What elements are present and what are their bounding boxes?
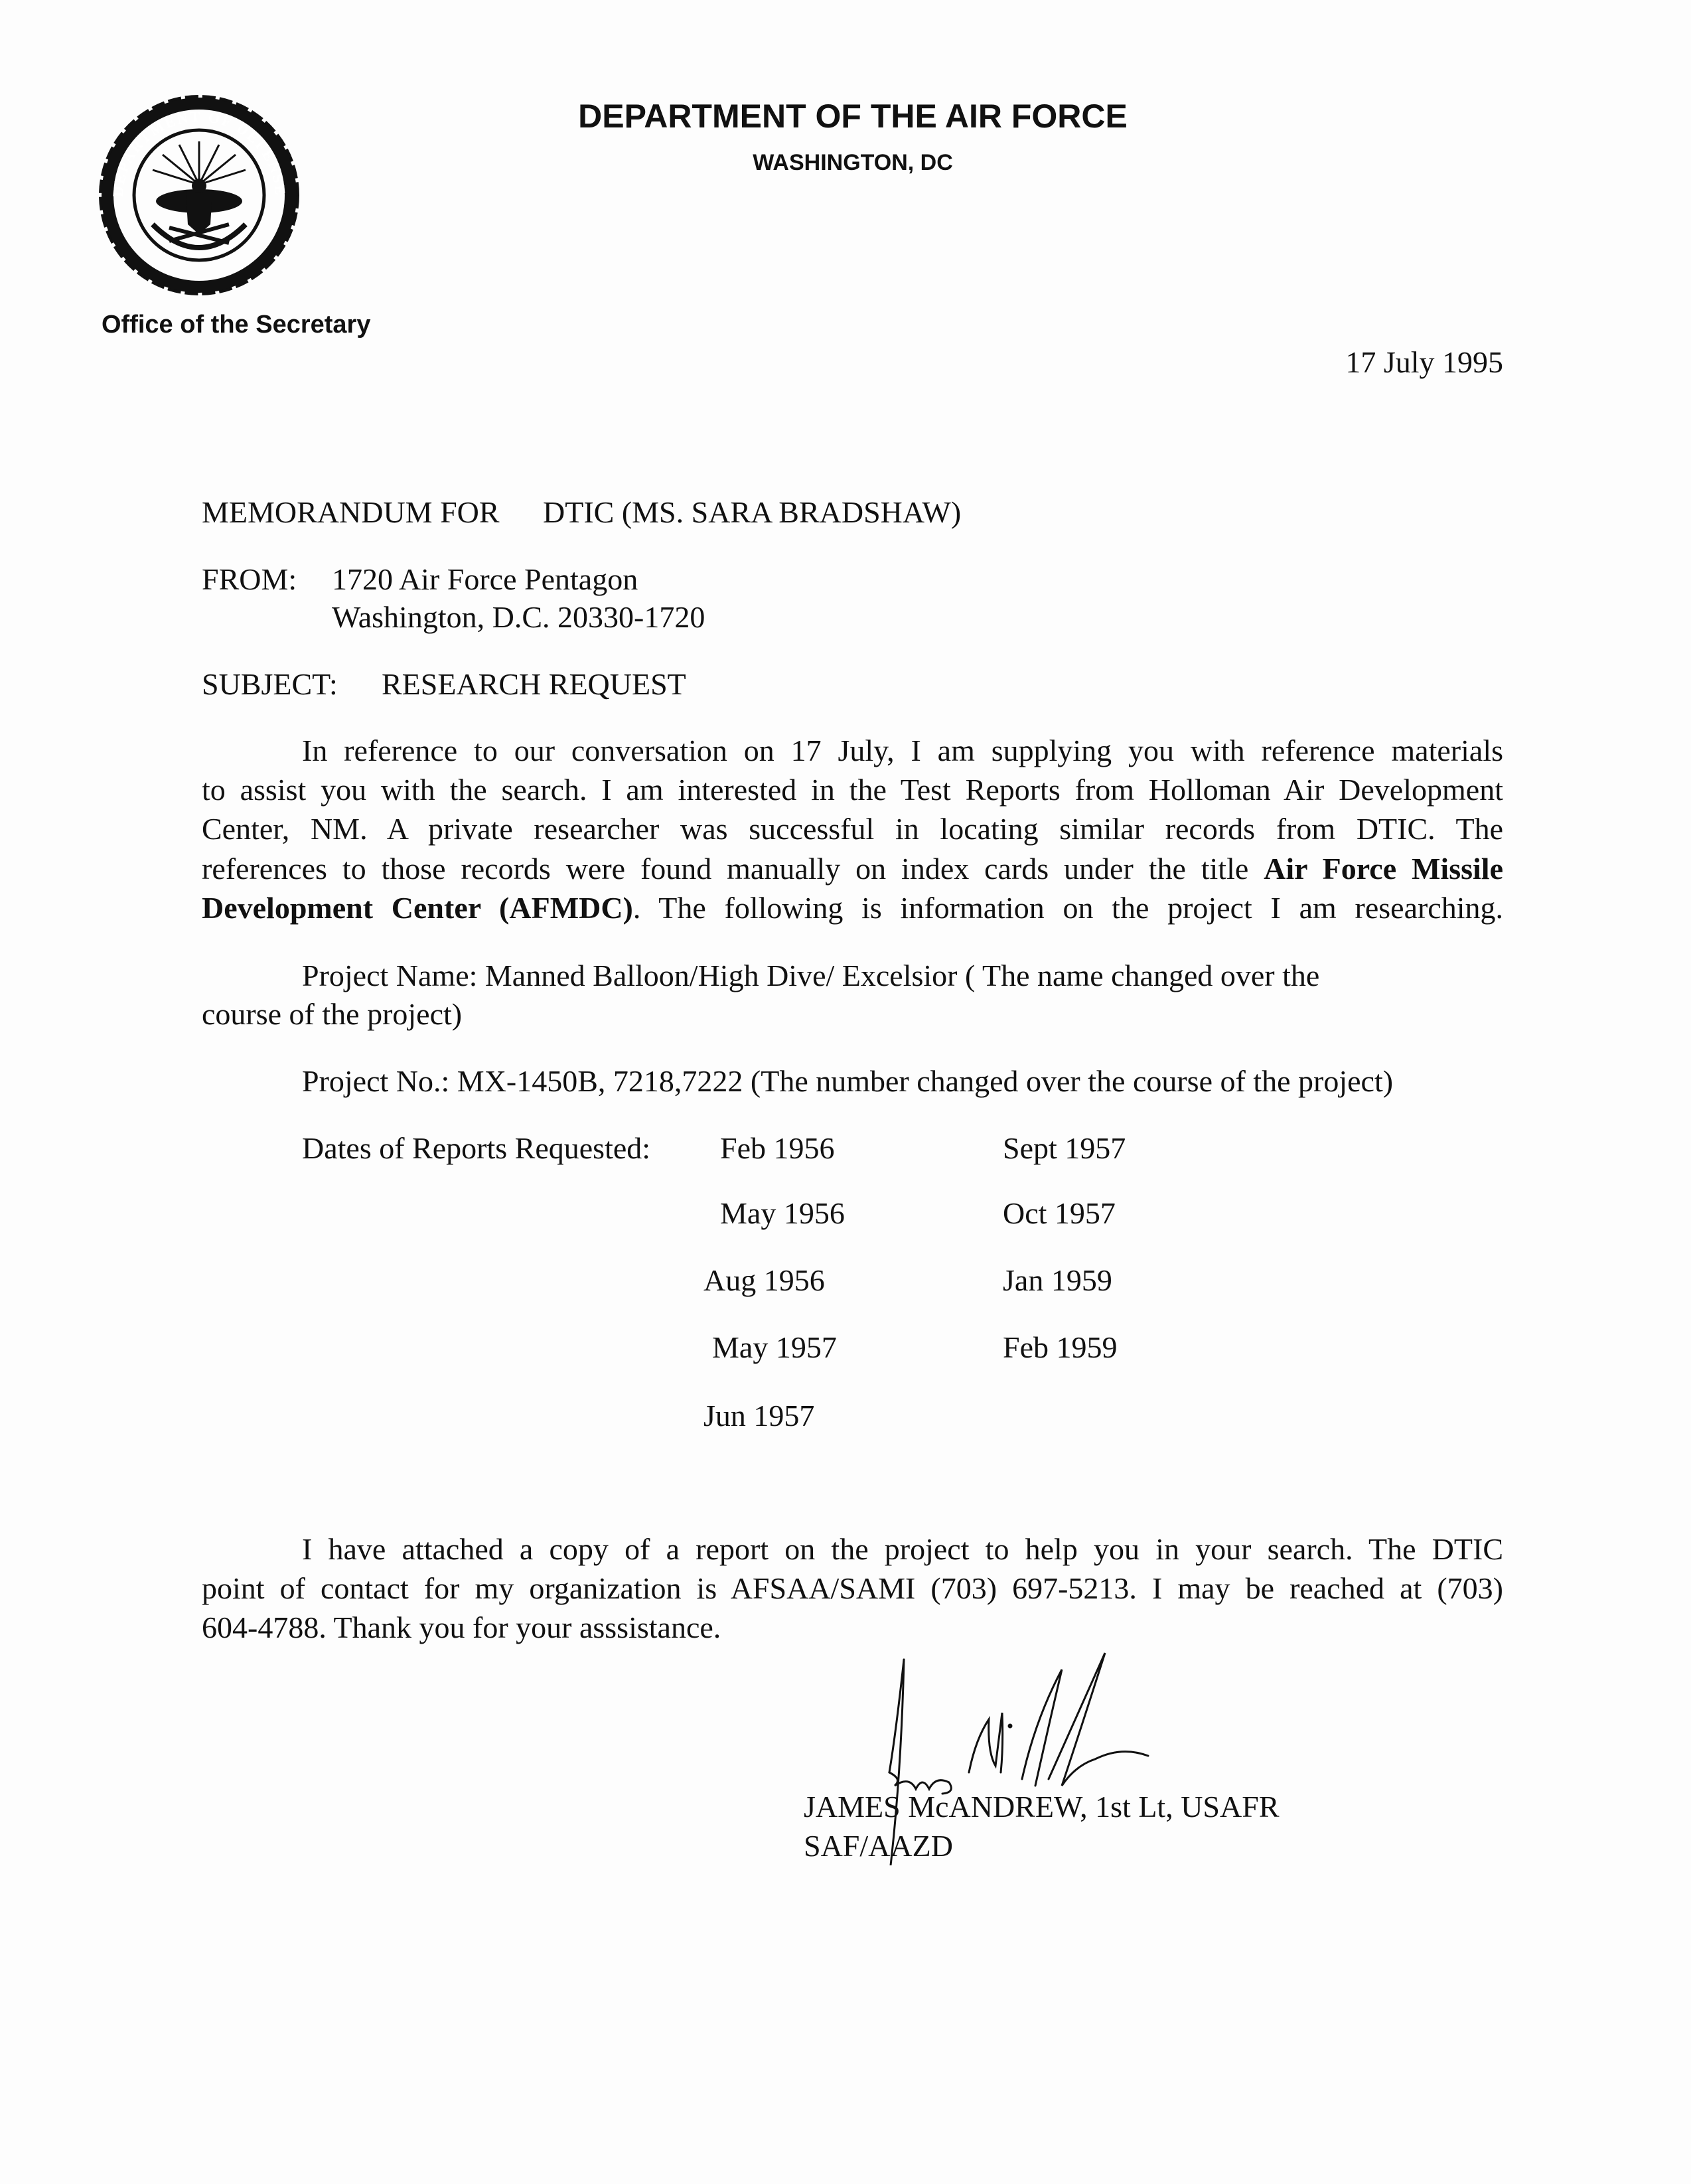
report-date: Aug 1956 xyxy=(703,1263,825,1297)
memo-subject-label: SUBJECT: xyxy=(202,667,338,701)
paragraph-line: Center, NM. A private researcher was successful in locating similar records from DTIC. The xyxy=(202,812,1503,846)
report-date: Sept 1957 xyxy=(1003,1131,1126,1165)
memo-for-value: DTIC (MS. SARA BRADSHAW) xyxy=(543,495,962,529)
paragraph-line xyxy=(202,888,1503,928)
project-name-line2: course of the project) xyxy=(202,997,463,1031)
text: . The following is information on the project I am researching. xyxy=(632,891,1503,925)
memo-for-label: MEMORANDUM FOR xyxy=(202,495,500,529)
paragraph-line: I have attached a copy of a report on the project to help you in your search. The DTIC xyxy=(302,1532,1503,1566)
memo-from-label: FROM: xyxy=(202,562,297,596)
report-date: Oct 1957 xyxy=(1003,1196,1116,1230)
memo-date: 17 July 1995 xyxy=(1345,345,1503,379)
signatory-office: SAF/AAZD xyxy=(804,1829,953,1863)
svg-text:DEPARTMENT OF DEFENSE: DEPARTMENT OF DEFENSE xyxy=(109,108,289,198)
paragraph-line xyxy=(202,849,1503,889)
dates-label: Dates of Reports Requested: xyxy=(302,1131,651,1165)
paragraph-line: 604-4788. Thank you for your asssistance. xyxy=(202,1610,721,1644)
report-date: Feb 1956 xyxy=(720,1131,835,1165)
paragraph-line: point of contact for my organization is AFSAA/SAMI (703) 697-5213. I may be reached at (703) xyxy=(202,1571,1503,1605)
bold-text: Development Center (AFMDC) xyxy=(202,891,633,925)
memo-from-line1: 1720 Air Force Pentagon xyxy=(332,562,638,596)
memo-subject-value: RESEARCH REQUEST xyxy=(382,667,686,701)
paragraph-line: In reference to our conversation on 17 July, I am supplying you with reference materials xyxy=(302,734,1503,767)
project-number: Project No.: MX-1450B, 7218,7222 (The number changed over the course of the project) xyxy=(302,1064,1394,1098)
project-name-line1: Project Name: Manned Balloon/High Dive/ Excelsior ( The name changed over the xyxy=(302,959,1320,992)
text: references to those records were found manually on index cards under the title xyxy=(202,852,1249,886)
paragraph-line: to assist you with the search. I am interested in the Test Reports from Holloman Air Development xyxy=(202,773,1503,807)
department-location: WASHINGTON, DC xyxy=(753,150,953,175)
report-date: May 1956 xyxy=(720,1196,845,1230)
report-date: Jan 1959 xyxy=(1003,1263,1112,1297)
bold-text: Air Force Missile xyxy=(1264,852,1503,886)
report-date: May 1957 xyxy=(712,1330,837,1364)
office-of-the-secretary: Office of the Secretary xyxy=(102,311,371,339)
memo-from-line2: Washington, D.C. 20330-1720 xyxy=(332,600,705,634)
signatory-name: JAMES McANDREW, 1st Lt, USAFR xyxy=(804,1790,1280,1824)
report-date: Jun 1957 xyxy=(703,1399,815,1433)
department-title: DEPARTMENT OF THE AIR FORCE xyxy=(578,98,1128,135)
report-date: Feb 1959 xyxy=(1003,1330,1118,1364)
